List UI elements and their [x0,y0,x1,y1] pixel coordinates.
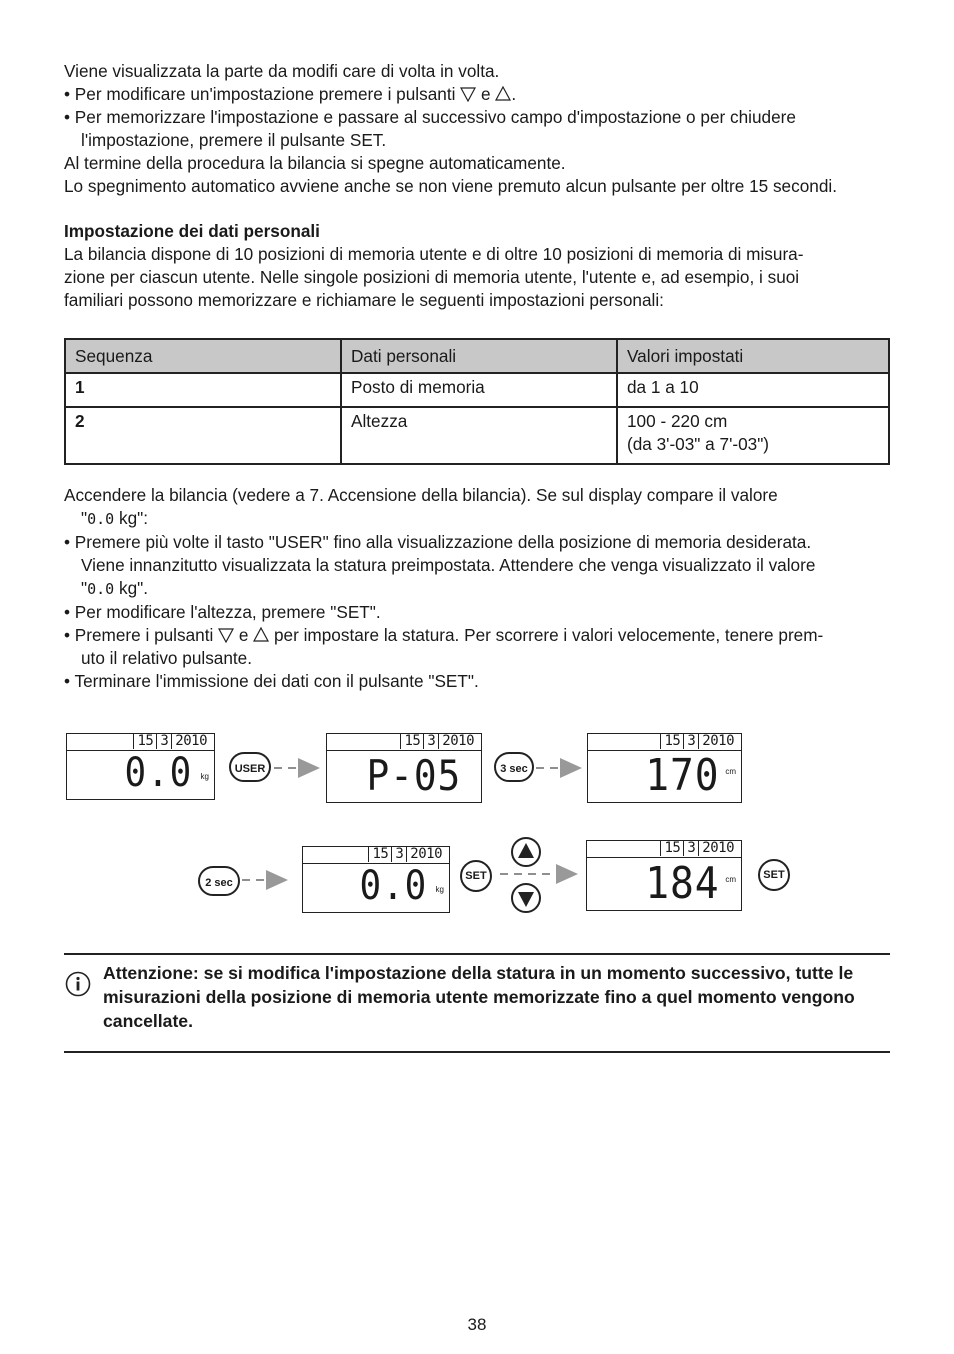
arrow-right-icon [500,862,582,886]
intro-bullet: • Per memorizzare l'impostazione e passare al successivo campo d'impostazione o per chiudere [64,107,796,127]
date-year: 2010 [698,840,737,856]
text: 100 - 220 cm [627,411,728,431]
3sec-wait-indicator: 3 sec [494,752,534,782]
text: e [238,625,249,645]
date-year: 2010 [171,733,210,749]
display-date [660,733,737,749]
intro-line: Al termine della procedura la bilancia si spegne automaticamente. [64,153,566,173]
table-header: Valori impostati [617,339,889,373]
text: . [511,84,517,104]
instruction-bullet-cont: Viene innanzitutto visualizzata la statura preimpostata. Attendere che venga visualizzato il valore [81,555,816,575]
display-value: P-05 [366,751,461,800]
text: kg". [114,578,149,598]
text: • Premere i pulsanti [64,625,214,645]
date-day: 15 [660,840,683,856]
date-year: 2010 [698,733,737,749]
table-row [65,407,889,464]
triangle-up-icon [253,627,269,643]
scale-display [326,733,482,803]
date-day: 15 [368,846,391,862]
display-date-bar [588,734,741,751]
display-date-bar [303,847,449,864]
display-date-bar [327,734,481,751]
section-text: zione per ciascun utente. Nelle singole posizioni di memoria utente, l'utente e, ad esempio, i suoi [64,267,800,287]
display-unit: cm [725,767,736,776]
instruction-bullet-cont: uto il relativo pulsante. [81,648,253,668]
display-date-bar [587,841,741,858]
set-button: SET [758,859,790,891]
scale-display [587,733,742,803]
table-header: Sequenza [65,339,341,373]
text: da 1 a 10 [627,377,699,397]
info-icon [65,971,91,997]
display-unit: kg [435,885,444,894]
table-cell [617,373,889,407]
display-value: 170 [644,750,719,801]
table-cell [617,407,889,464]
triangle-down-icon [460,86,476,102]
date-month: 3 [683,840,698,856]
instruction-line: Accendere la bilancia (vedere a 7. Accensione della bilancia). Se sul display compare il valore [64,485,778,505]
text: " [81,508,88,528]
text: (da 3'-03" a 7'-03") [627,434,770,454]
instruction-line [64,507,890,531]
scale-display [302,846,450,913]
display-date-bar [67,734,214,751]
table-header: Dati personali [341,339,617,373]
section-heading: Impostazione dei dati personali [64,221,320,241]
text: kg": [114,508,149,528]
lcd-value: 0.0 [87,580,115,598]
section-text: La bilancia dispone di 10 posizioni di memoria utente e di oltre 10 posizioni di memoria di misura- [64,244,804,264]
date-month: 3 [683,733,698,749]
intro-bullet [64,83,890,106]
date-year: 2010 [406,846,445,862]
display-value: 0.0 [124,750,192,796]
triangle-up-icon [495,86,511,102]
table-row [65,373,889,407]
settings-table [64,338,890,465]
text: • Per modificare un'impostazione premere i pulsanti [64,84,456,104]
display-value: 184 [644,858,719,909]
display-date [368,846,445,862]
text: per impostare la statura. Per scorrere i valori velocemente, tenere prem- [274,625,824,645]
instruction-bullet: • Per modificare l'altezza, premere "SET". [64,602,381,622]
table-cell: Altezza [341,407,617,464]
date-day: 15 [660,733,683,749]
instruction-bullet: • Terminare l'immissione dei dati con il pulsante "SET". [64,671,479,691]
intro-line: Viene visualizzata la parte da modifi care di volta in volta. [64,61,500,81]
date-month: 3 [423,733,438,749]
set-button: SET [460,860,492,892]
date-day: 15 [400,733,423,749]
lcd-value: 0.0 [87,510,115,528]
page-content [64,60,890,693]
table-header-row [65,339,889,373]
down-button-icon [510,882,542,914]
date-month: 3 [156,733,171,749]
triangle-down-icon [218,627,234,643]
instruction-bullet: • Premere più volte il tasto "USER" fino alla visualizzazione della posizione di memoria desiderata. [64,532,812,552]
display-date [660,840,737,856]
arrow-right-icon [274,756,324,780]
attention-text: Attenzione: se si modifica l'impostazione della statura in un momento successivo, tutte le misurazioni della posizione di memoria utente memorizzate fino a quel momento vengono cancellate. [103,963,855,1031]
intro-line: Lo spegnimento automatico avviene anche se non viene premuto alcun pulsante per oltre 15 secondi. [64,176,837,196]
display-date [400,733,477,749]
scale-display [66,733,215,800]
table-cell: 1 [65,373,341,407]
table-cell: Posto di memoria [341,373,617,407]
page-number: 38 [467,1315,487,1334]
arrow-right-icon [242,868,292,892]
date-month: 3 [391,846,406,862]
arrow-right-icon [536,756,586,780]
text: e [481,84,491,104]
text: " [81,578,88,598]
table-cell: 2 [65,407,341,464]
attention-note [64,953,890,1053]
section-text: familiari possono memorizzare e richiamare le seguenti impostazioni personali: [64,290,664,310]
intro-bullet-cont: l'impostazione, premere il pulsante SET. [81,130,387,150]
2sec-wait-indicator: 2 sec [198,866,240,896]
display-unit: kg [200,772,209,781]
instruction-bullet [64,624,890,647]
date-day: 15 [133,733,156,749]
display-unit: cm [725,875,736,884]
display-date [133,733,210,749]
date-year: 2010 [438,733,477,749]
instruction-bullet-cont [64,577,890,601]
display-value: 0.0 [359,863,427,909]
user-button: USER [229,752,271,782]
scale-display [586,840,742,911]
